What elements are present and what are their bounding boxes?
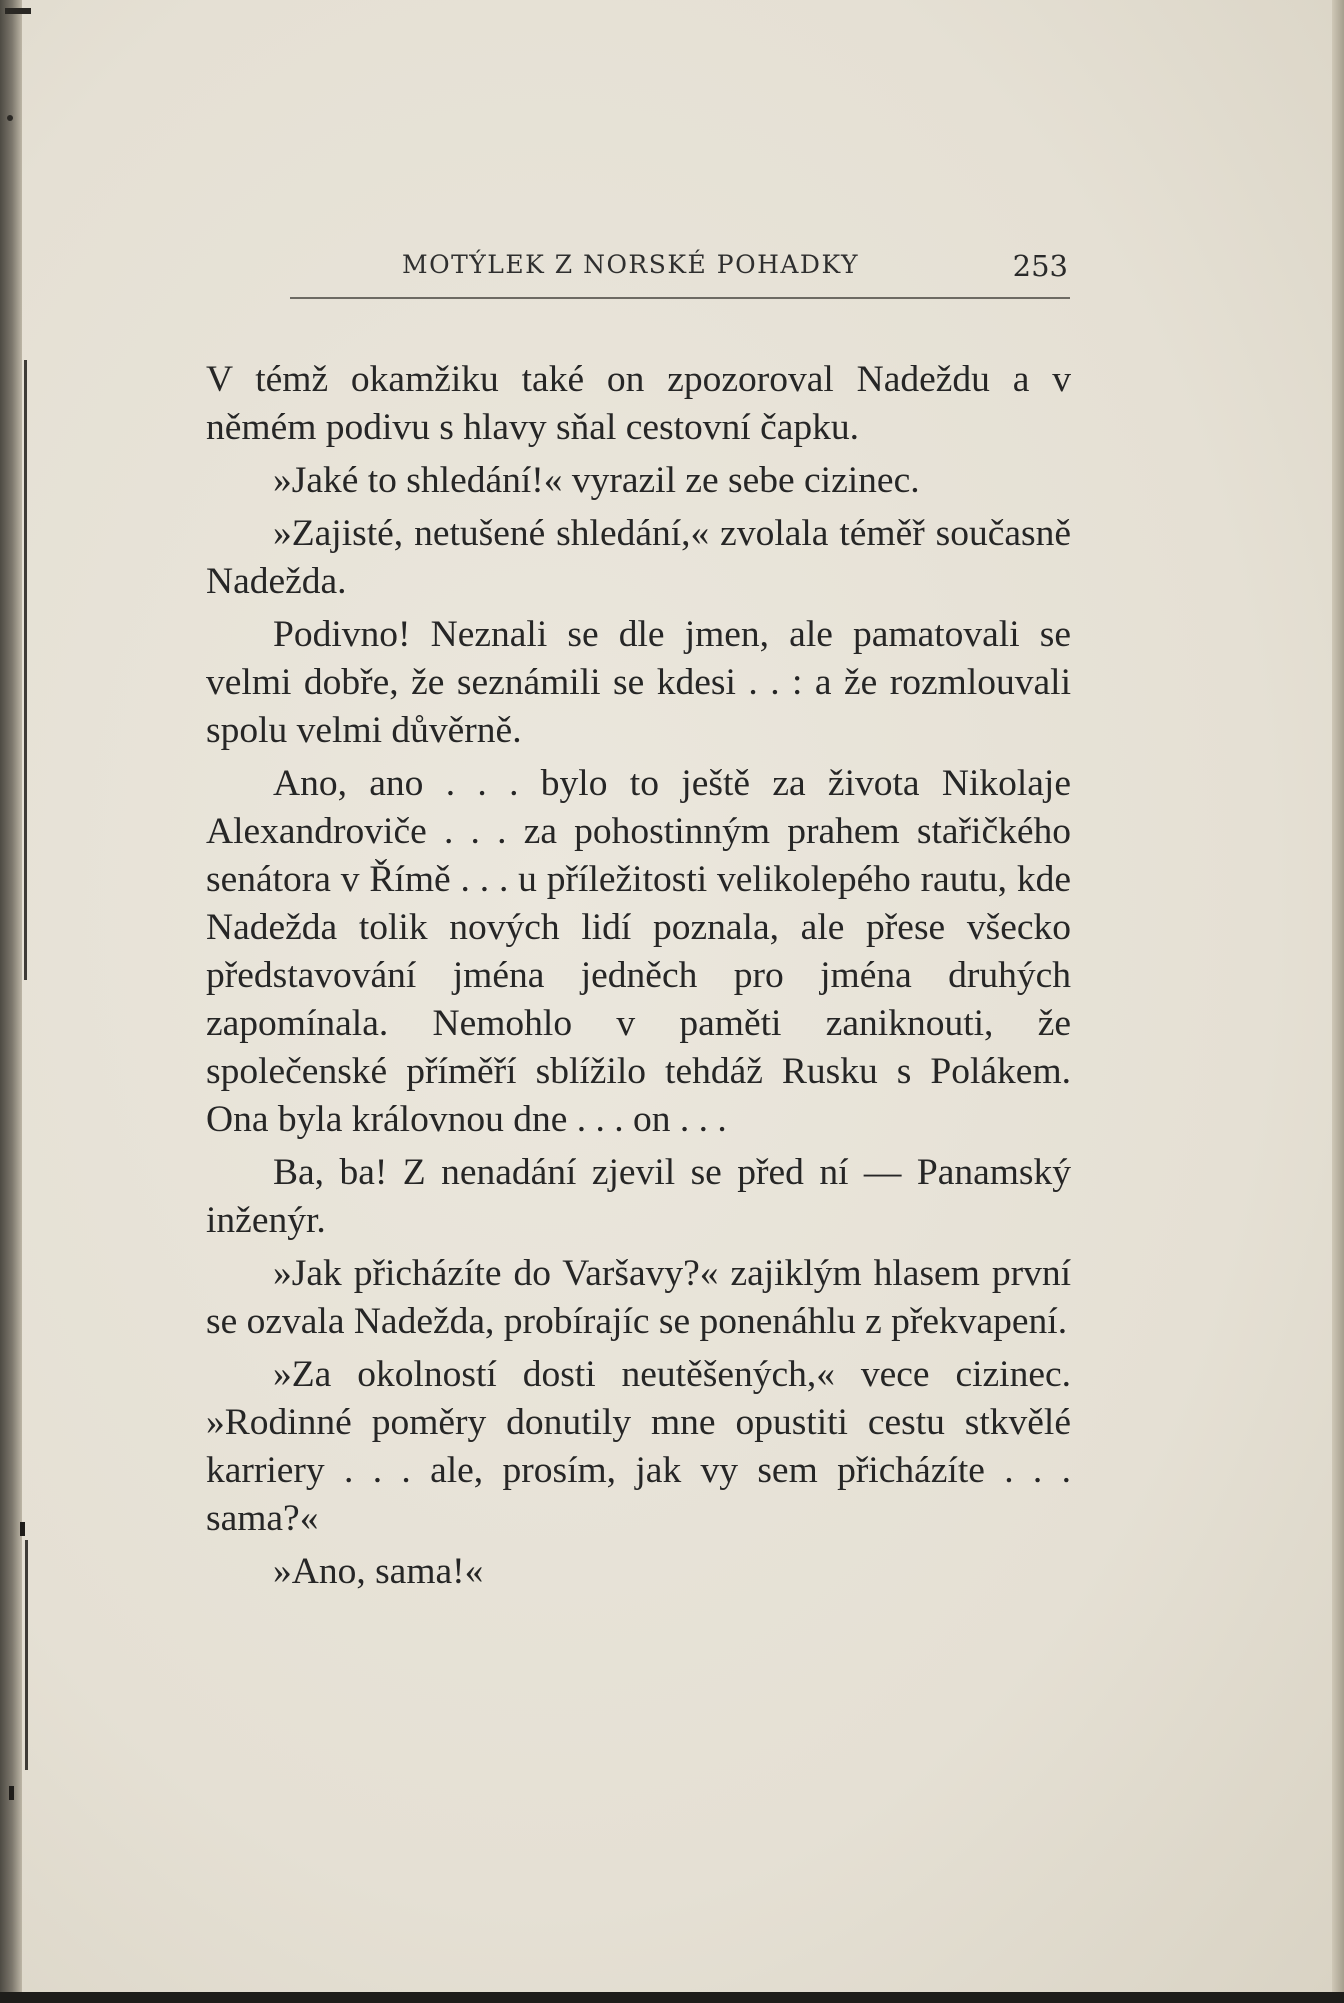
page-number: 253 bbox=[1012, 249, 1068, 283]
paragraph: Ba, ba! Z nenadání zjevil se před ní — Panamský inženýr. bbox=[206, 1152, 1071, 1241]
paragraph: Podivno! Neznali se dle jmen, ale pamatovali se velmi dobře, že seznámili se kdesi . . : a že rozmlouvali spolu velmi důvěrně. bbox=[206, 614, 1071, 751]
gutter-mark bbox=[20, 1522, 25, 1536]
gutter-marks bbox=[0, 0, 40, 2003]
running-header bbox=[290, 245, 1070, 285]
gutter-line bbox=[25, 1540, 28, 1770]
paragraph: »Ano, sama!« bbox=[273, 1551, 484, 1592]
paragraph: »Jaké to shledání!« vyrazil ze sebe cizinec. bbox=[273, 460, 920, 501]
paragraph: »Zajisté, netušené shledání,« zvolala téměř současně Nadežda. bbox=[206, 513, 1071, 602]
paragraph: »Za okolností dosti neutěšených,« vece cizinec. »Rodinné poměry donutily mne opustiti cestu stkvělé karriery . . . ale, prosím, jak vy sem přicházíte . . . sama?« bbox=[206, 1354, 1071, 1539]
running-title: MOTÝLEK Z NORSKÉ POHADKY bbox=[402, 250, 859, 279]
header-rule bbox=[290, 297, 1070, 299]
scan-bottom-border bbox=[0, 1992, 1344, 2003]
body-text bbox=[206, 356, 1071, 1601]
paragraph: »Jak přicházíte do Varšavy?« zajiklým hlasem první se ozvala Nadežda, probírajíc se ponenáhlu z překvapení. bbox=[206, 1253, 1071, 1342]
gutter-line bbox=[24, 360, 27, 980]
gutter-mark bbox=[5, 8, 31, 14]
gutter-mark bbox=[9, 1786, 14, 1800]
paragraph: Ano, ano . . . bylo to ještě za života Nikolaje Alexandroviče . . . za pohostinným prahem stařičkého senátora v Římě . . . u příležitosti velikolepého rautu, kde Nadežda tolik nových lidí poznala, ale přese všecko představování jména jedněch pro jména druhých zapomínala. Nemohlo v paměti zaniknouti, že společenské příměří sblížilo tehdáž Rusku s Polákem. Ona byla královnou dne . . . on . . . bbox=[206, 763, 1071, 1140]
paragraph: V témž okamžiku také on zpozoroval Nadeždu a v němém podivu s hlavy sňal cestovní čapku. bbox=[206, 359, 1071, 448]
gutter-mark bbox=[7, 115, 13, 121]
page-edge bbox=[1332, 0, 1344, 2003]
